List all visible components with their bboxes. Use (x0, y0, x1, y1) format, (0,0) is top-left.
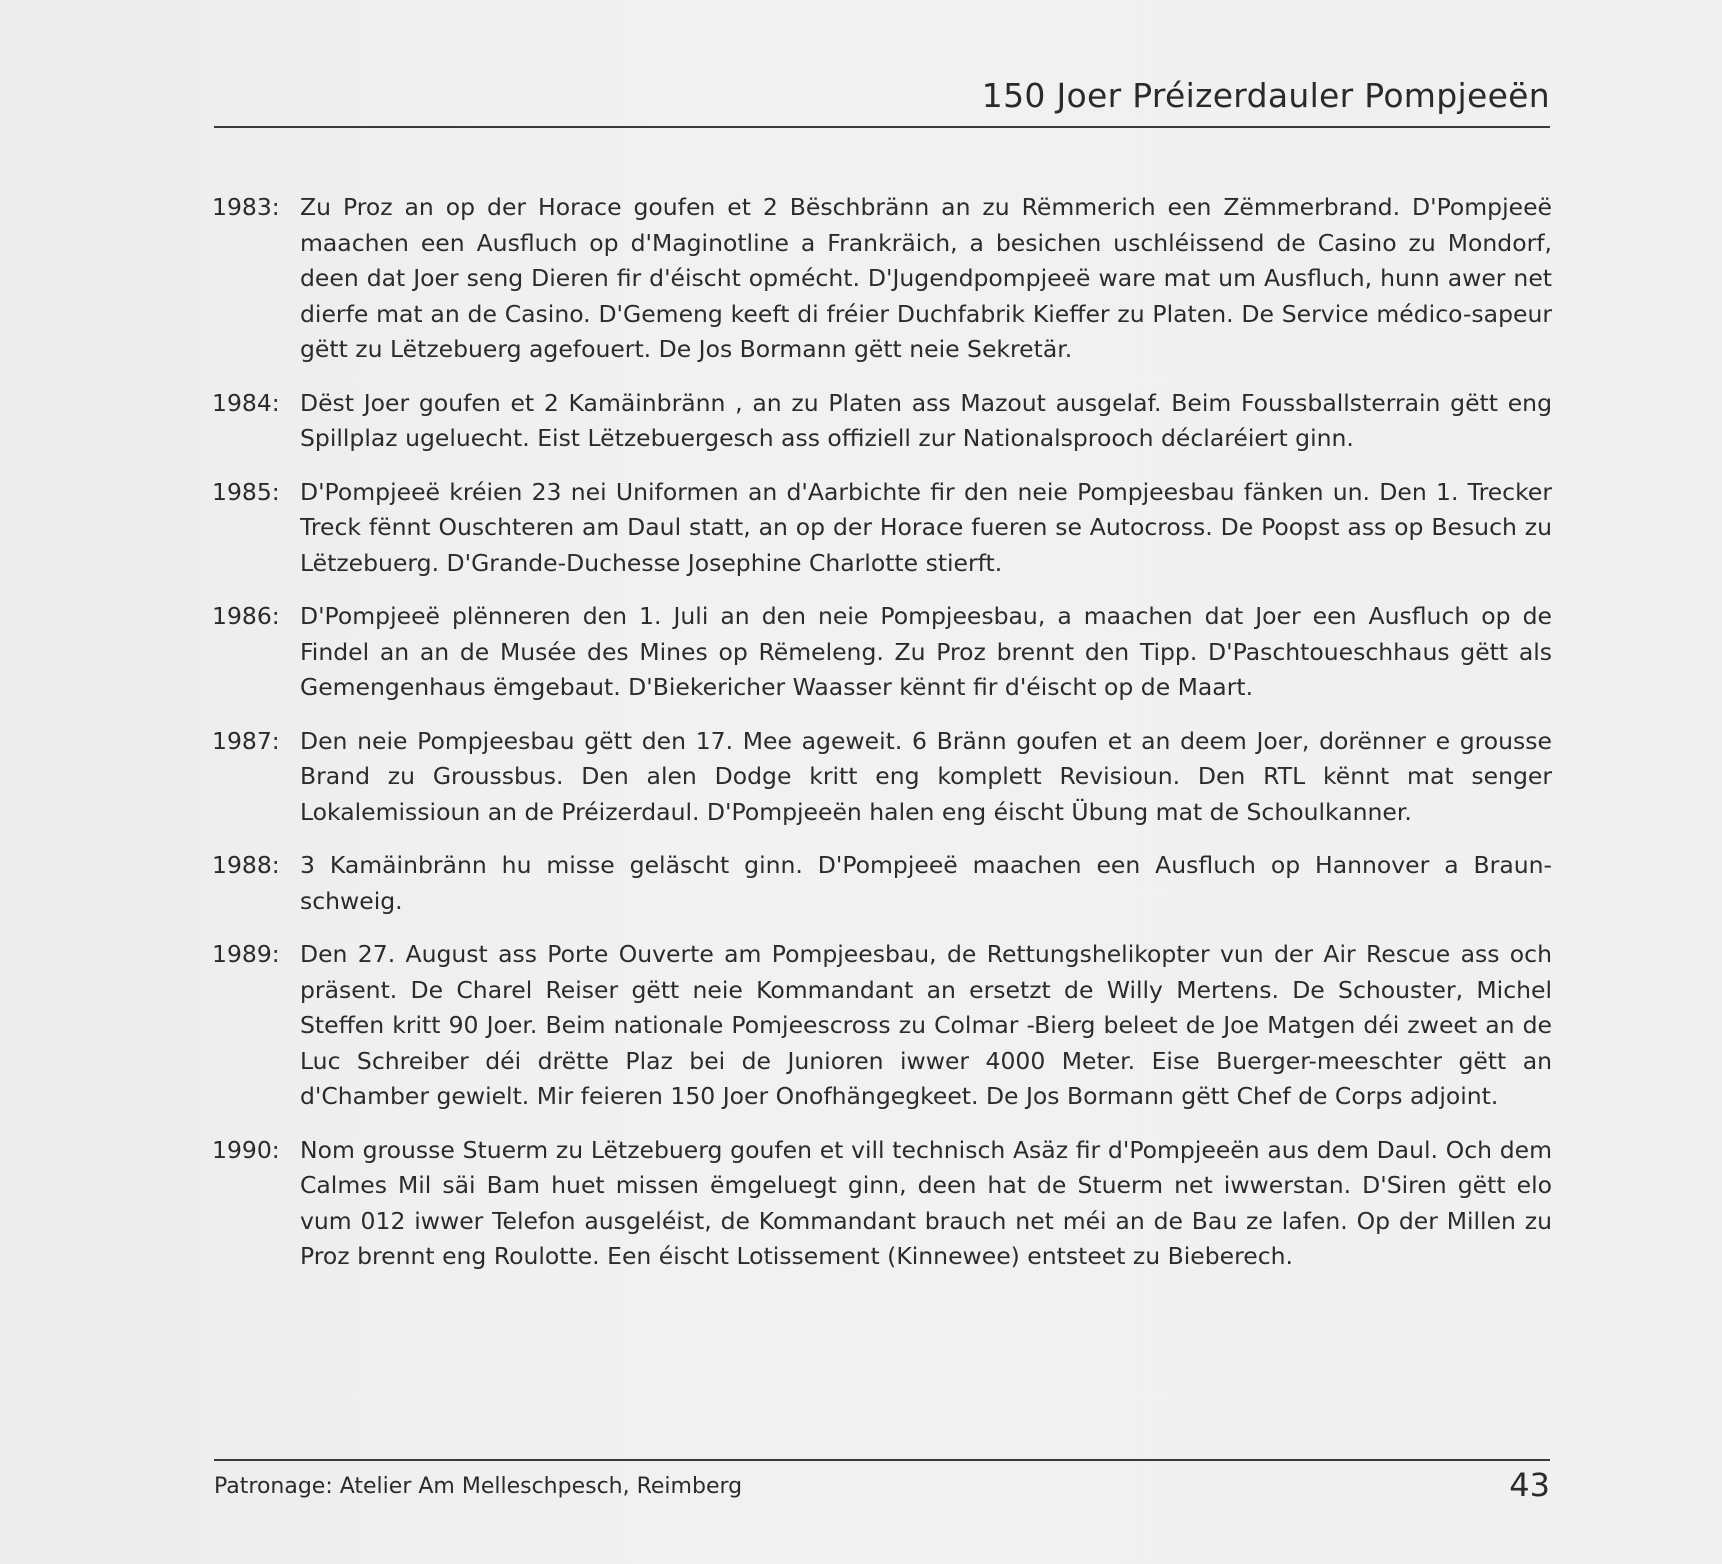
entry-text: Zu Proz an op der Horace goufen et 2 Bëschbränn an zu Rëmmerich een Zëmmerbrand. D'Pompjeeë maachen een Ausfluch op d'Maginotline a Frankräich, a besichen uschléissend de Casino zu Mondorf, deen dat Joer seng Dieren fir d'éischt opmécht. D'Jugendpompjeeë ware mat um Ausfluch, hunn awer net dierfe mat an de Casino. D'Gemeng keeft di fréier Duchfabrik Kieffer zu Platen. De Service médico-sapeur gëtt zu Lëtzebuerg agefouert. De Jos Bormann gëtt neie Sekretär. (300, 193, 1552, 363)
entry-year: 1986: (212, 602, 280, 630)
entry-year: 1989: (212, 940, 280, 968)
entry-text: Nom grousse Stuerm zu Lëtzebuerg goufen et vill technisch Asäz fir d'Pompjeeën aus dem Daul. Och dem Calmes Mil säi Bam huet missen ëmgeluegt ginn, deen hat de Stuerm net iwwerstan. D'Siren gëtt elo vum 012 iwwer Telefon ausgeléist, de Kommandant brauch net méi an de Bau ze lafen. Op der Millen zu Proz brennt eng Roulotte. Een éischt Lotissement (Kinnewee) entsteet zu Bieberech. (300, 1135, 1552, 1270)
page-number: 43 (1509, 1466, 1550, 1504)
entry-text: D'Pompjeeë plënneren den 1. Juli an den neie Pompjeesbau, a maachen dat Joer een Ausfluch op de Findel an an de Musée des Mines op Rëmeleng. Zu Proz brennt den Tipp. D'Paschtoueschhaus gëtt als Gemengenhaus ëmgebaut. D'Biekericher Waasser kënnt fir d'éischt op de Maart. (300, 602, 1552, 701)
entry-text: D'Pompjeeë kréien 23 nei Uniformen an d'Aarbichte fir den neie Pompjeesbau fänken un. Den 1. Trecker Treck fënnt Ouschteren am Daul statt, an op der Horace fueren se Autocross. De Poopst ass op Besuch zu Lëtzebuerg. D'Grande-Duchesse Josephine Charlotte stierft. (300, 477, 1552, 577)
footer-sponsor-text: Patronage: Atelier Am Melleschpesch, Reimberg (214, 1474, 743, 1499)
chronicle-entry (212, 386, 1552, 457)
chronicle-entry (212, 190, 1552, 368)
chronicle-entries (212, 190, 1552, 1275)
entry-year: 1987: (212, 726, 280, 755)
entry-year: 1985: (212, 477, 280, 506)
chronicle-entry (212, 1133, 1552, 1275)
entry-text: Den neie Pompjeesbau gëtt den 17. Mee ageweit. 6 Bränn goufen et an deem Joer, dorënner e grousse Brand zu Groussbus. Den alen Dodge kritt eng komplett Revisioun. Den RTL kënnt mat senger Lokalemissioun an de Préizerdaul. D'Pompjeeën halen eng éischt Übung mat de Schoulkanner. (300, 726, 1552, 826)
entry-year: 1988: (212, 851, 280, 879)
entry-text: Den 27. August ass Porte Ouverte am Pompjeesbau, de Rettungshelikopter vun der Air Rescue ass och präsent. De Charel Reiser gëtt neie Kommandant an ersetzt de Willy Mertens. De Schouster, Michel Steffen kritt 90 Joer. Beim nationale Pomjeescross zu Colmar -Bierg beleet de Joe Matgen déi zweet an de Luc Schreiber déi drëtte Plaz bei de Junioren iwwer 4000 Meter. Eise Buerger-meeschter gëtt an d'Chamber gewielt. Mir feieren 150 Joer Onofhängegkeet. De Jos Bormann gëtt Chef de Corps adjoint. (300, 940, 1552, 1110)
chronicle-entry (212, 599, 1552, 706)
entry-year: 1983: (212, 193, 280, 221)
chronicle-entry (212, 937, 1552, 1115)
chronicle-entry (212, 848, 1552, 919)
chronicle-entry (212, 724, 1552, 831)
page-header-title: 150 Joer Préizerdauler Pompjeeën (981, 76, 1550, 115)
entry-text: 3 Kamäinbränn hu misse geläscht ginn. D'Pompjeeë maachen een Ausfluch op Hannover a Braun-schweig. (300, 851, 1552, 915)
footer-divider (214, 1459, 1550, 1461)
header-divider (214, 126, 1550, 128)
entry-text: Dëst Joer goufen et 2 Kamäinbränn , an zu Platen ass Mazout ausgelaf. Beim Foussballsterrain gëtt eng Spillplaz ugeluecht. Eist Lëtzebuergesch ass offiziell zur Nationalsprooch déclaréiert ginn. (300, 388, 1552, 452)
chronicle-entry (212, 475, 1552, 582)
entry-year: 1990: (212, 1135, 280, 1164)
entry-year: 1984: (212, 388, 280, 417)
